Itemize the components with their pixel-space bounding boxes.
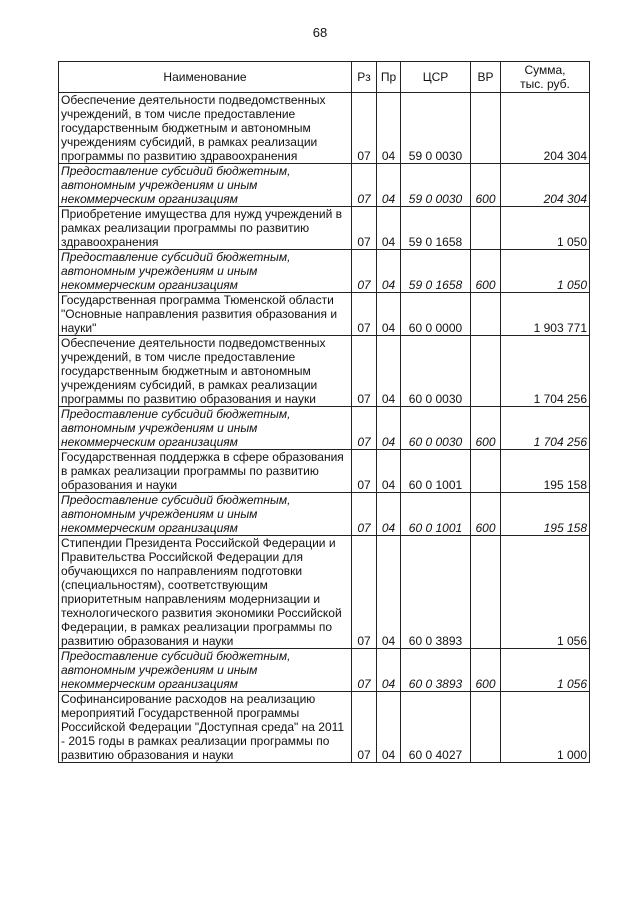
cell-name: Предоставление субсидий бюджетным, автономным учреждениям и иным некоммерческим организациям	[59, 164, 352, 207]
table-row	[59, 493, 590, 536]
cell-pr: 04	[377, 93, 401, 164]
cell-vr	[471, 293, 501, 336]
cell-vr: 600	[471, 649, 501, 692]
cell-name: Предоставление субсидий бюджетным, автономным учреждениям и иным некоммерческим организациям	[59, 649, 352, 692]
cell-sum: 1 704 256	[501, 407, 590, 450]
cell-vr: 600	[471, 164, 501, 207]
cell-pr: 04	[377, 336, 401, 407]
budget-table	[58, 61, 590, 763]
cell-pr: 04	[377, 164, 401, 207]
cell-csr: 60 0 0000	[401, 293, 471, 336]
cell-name: Обеспечение деятельности подведомственных учреждений, в том числе предоставление государственным бюджетным и автономным учреждениям субсидий, в рамках реализации программы по развитию образования и науки	[59, 336, 352, 407]
cell-rz: 07	[352, 336, 377, 407]
cell-vr: 600	[471, 493, 501, 536]
cell-vr	[471, 536, 501, 649]
cell-rz: 07	[352, 493, 377, 536]
cell-vr	[471, 336, 501, 407]
page-number: 68	[312, 25, 328, 40]
table-row	[59, 450, 590, 493]
cell-csr: 60 0 4027	[401, 692, 471, 763]
cell-pr: 04	[377, 493, 401, 536]
cell-csr: 60 0 3893	[401, 536, 471, 649]
cell-csr: 60 0 0030	[401, 407, 471, 450]
table-row	[59, 164, 590, 207]
table-row	[59, 649, 590, 692]
cell-rz: 07	[352, 293, 377, 336]
cell-csr: 60 0 3893	[401, 649, 471, 692]
cell-rz: 07	[352, 250, 377, 293]
cell-name: Обеспечение деятельности подведомственных учреждений, в том числе предоставление государственным бюджетным и автономным учреждениям субсидий, в рамках реализации программы по развитию здравоохранения	[59, 93, 352, 164]
table-row	[59, 536, 590, 649]
table-row	[59, 250, 590, 293]
cell-csr: 59 0 0030	[401, 93, 471, 164]
cell-rz: 07	[352, 207, 377, 250]
header-sum: Сумма, тыс. руб.	[501, 62, 590, 93]
cell-pr: 04	[377, 407, 401, 450]
cell-pr: 04	[377, 293, 401, 336]
header-name: Наименование	[59, 62, 352, 93]
cell-name: Софинансирование расходов на реализацию мероприятий Государственной программы Российской Федерации "Доступная среда" на 2011 - 2015 годы в рамках реализации программы по развитию образования и науки	[59, 692, 352, 763]
cell-sum: 1 050	[501, 207, 590, 250]
cell-csr: 60 0 1001	[401, 493, 471, 536]
table-row	[59, 336, 590, 407]
cell-vr: 600	[471, 407, 501, 450]
header-vr: ВР	[471, 62, 501, 93]
cell-name: Государственная программа Тюменской области "Основные направления развития образования и науки"	[59, 293, 352, 336]
cell-sum: 1 050	[501, 250, 590, 293]
cell-sum: 1 056	[501, 536, 590, 649]
table-row	[59, 93, 590, 164]
cell-csr: 60 0 0030	[401, 336, 471, 407]
cell-name: Предоставление субсидий бюджетным, автономным учреждениям и иным некоммерческим организациям	[59, 407, 352, 450]
cell-vr	[471, 450, 501, 493]
cell-name: Стипендии Президента Российской Федерации и Правительства Российской Федерации для обучающихся по направлениям подготовки (специальностям), соответствующим приоритетным направлениям модернизации и технологического развития экономики Российской Федерации, в рамках реализации программы по развитию образования и науки	[59, 536, 352, 649]
header-pr: Пр	[377, 62, 401, 93]
cell-pr: 04	[377, 649, 401, 692]
cell-rz: 07	[352, 164, 377, 207]
cell-rz: 07	[352, 536, 377, 649]
cell-csr: 59 0 1658	[401, 207, 471, 250]
cell-pr: 04	[377, 692, 401, 763]
cell-pr: 04	[377, 250, 401, 293]
cell-sum: 1 000	[501, 692, 590, 763]
cell-rz: 07	[352, 93, 377, 164]
table-row	[59, 207, 590, 250]
cell-sum: 1 056	[501, 649, 590, 692]
table-header-row	[59, 62, 590, 93]
cell-sum: 204 304	[501, 164, 590, 207]
cell-sum: 1 903 771	[501, 293, 590, 336]
cell-csr: 60 0 1001	[401, 450, 471, 493]
cell-sum: 204 304	[501, 93, 590, 164]
cell-name: Предоставление субсидий бюджетным, автономным учреждениям и иным некоммерческим организациям	[59, 250, 352, 293]
cell-name: Государственная поддержка в сфере образования в рамках реализации программы по развитию образования и науки	[59, 450, 352, 493]
cell-rz: 07	[352, 692, 377, 763]
cell-pr: 04	[377, 450, 401, 493]
table-row	[59, 293, 590, 336]
header-csr: ЦСР	[401, 62, 471, 93]
cell-vr	[471, 93, 501, 164]
table-row	[59, 692, 590, 763]
cell-csr: 59 0 0030	[401, 164, 471, 207]
header-rz: Рз	[352, 62, 377, 93]
cell-name: Предоставление субсидий бюджетным, автономным учреждениям и иным некоммерческим организациям	[59, 493, 352, 536]
cell-csr: 59 0 1658	[401, 250, 471, 293]
cell-rz: 07	[352, 407, 377, 450]
cell-rz: 07	[352, 450, 377, 493]
cell-pr: 04	[377, 536, 401, 649]
cell-pr: 04	[377, 207, 401, 250]
cell-sum: 195 158	[501, 450, 590, 493]
cell-rz: 07	[352, 649, 377, 692]
cell-vr	[471, 207, 501, 250]
table-row	[59, 407, 590, 450]
cell-sum: 1 704 256	[501, 336, 590, 407]
cell-name: Приобретение имущества для нужд учреждений в рамках реализации программы по развитию здравоохранения	[59, 207, 352, 250]
cell-vr	[471, 692, 501, 763]
cell-vr: 600	[471, 250, 501, 293]
cell-sum: 195 158	[501, 493, 590, 536]
